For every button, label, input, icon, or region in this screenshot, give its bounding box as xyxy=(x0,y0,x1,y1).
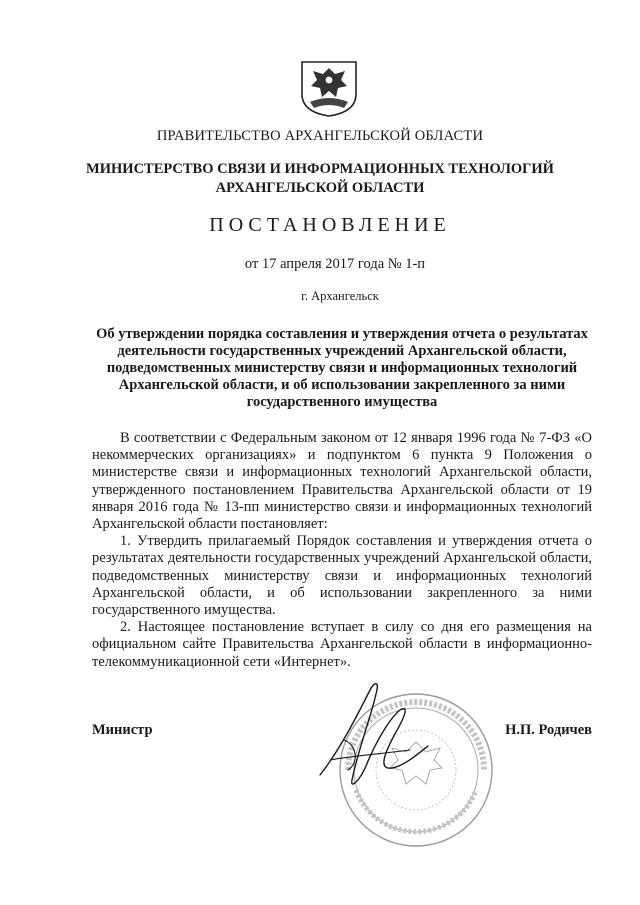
paragraph-item-2: 2. Настоящее постановление вступает в силу со дня его размещения на официальном сайте Правительства Архангельской области в информационно-телекоммуникационной сети «Интернет». xyxy=(92,619,592,670)
document-city: г. Архангельск xyxy=(301,289,379,303)
ministry-name xyxy=(0,160,640,198)
coat-of-arms-icon xyxy=(296,58,362,118)
document-body xyxy=(92,430,592,671)
document-type: ПОСТАНОВЛЕНИЕ xyxy=(209,214,451,236)
ministry-line-2: АРХАНГЕЛЬСКОЙ ОБЛАСТИ xyxy=(215,180,425,196)
paragraph-item-1: 1. Утвердить прилагаемый Порядок составления и утверждения отчета о результатах деятельности государственных учреждений Архангельской области, подведомственных министерству связи и информационных технологий Архангельской области, и об использовании закрепленного за ними государственного имущества. xyxy=(92,533,592,619)
document-date: от 17 апреля 2017 года № 1-п xyxy=(244,256,426,272)
handwritten-signature-icon xyxy=(300,670,440,800)
government-name: ПРАВИТЕЛЬСТВО АРХАНГЕЛЬСКОЙ ОБЛАСТИ xyxy=(156,128,484,144)
signatory-position: Министр xyxy=(92,722,153,738)
ministry-line-1: МИНИСТЕРСТВО СВЯЗИ И ИНФОРМАЦИОННЫХ ТЕХНОЛОГИЙ xyxy=(86,161,554,177)
document-title: Об утверждении порядка составления и утверждения отчета о результатах деятельности государственных учреждений Архангельской области, подведомственных министерству связи и информационных технологий Архангельской области, и об использовании закрепленного за ними государственного имущества xyxy=(96,326,588,410)
signatory-name: Н.П. Родичев xyxy=(505,722,592,738)
paragraph-preamble: В соответствии с Федеральным законом от 12 января 1996 года № 7-ФЗ «О некоммерческих организациях» и подпунктом 6 пункта 9 Положения о министерстве связи и информационных технологий Архангельской области, утвержденного постановлением Правительства Архангельской области от 19 января 2016 года № 13-пп министерство связи и информационных технологий Архангельской области постановляет: xyxy=(92,430,592,533)
